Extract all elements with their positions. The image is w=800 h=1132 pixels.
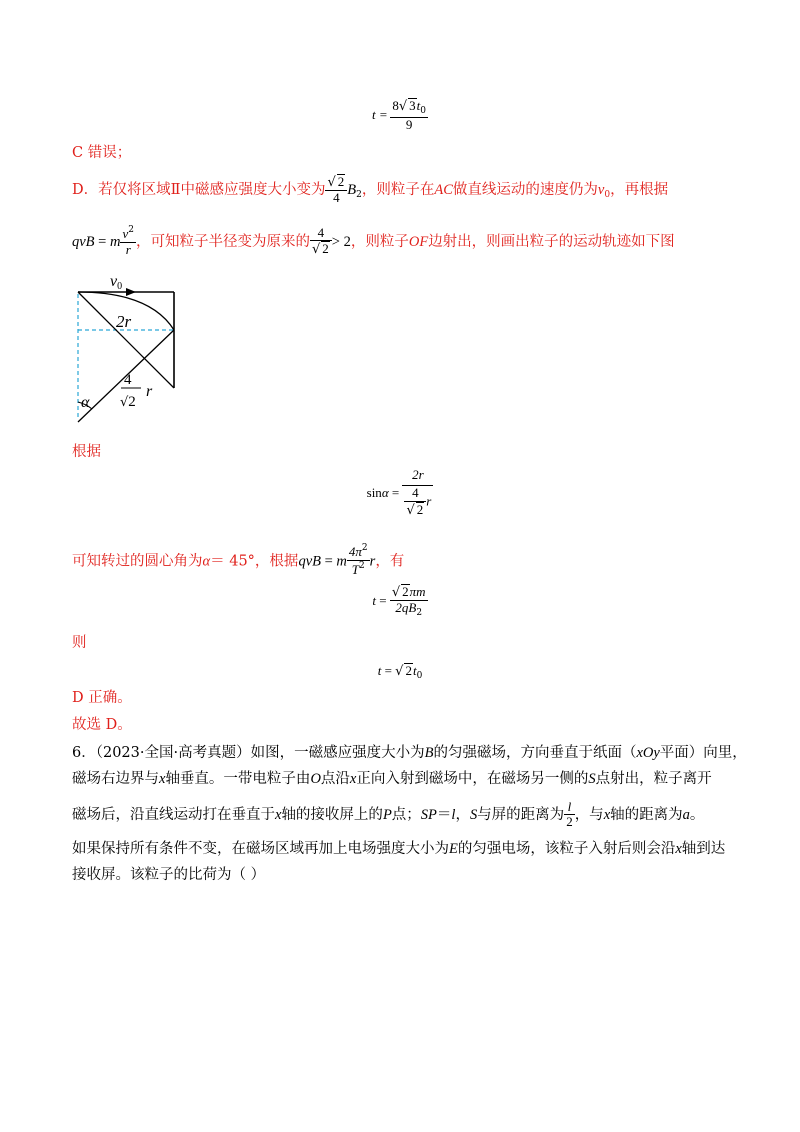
fraction: $\frac{8√ 3t_0}{9}$	[392, 98, 426, 132]
equation-sin-alpha: sinα = 2r $\frac{4}{√ 2}$ r	[366, 467, 432, 518]
label-frac-num: 4	[124, 372, 132, 388]
line-ze: 则	[72, 635, 87, 651]
trajectory-diagram	[70, 270, 200, 430]
label-alpha: α	[81, 394, 90, 411]
label-v0: v0	[110, 273, 123, 292]
label-r: r	[146, 383, 153, 400]
line-d-statement: D．若仅将区域Ⅱ中磁感应强度大小变为 $\frac{√ 2}{4}$ $B_2$，则粒子在AC做直线运动的速度仍为$v_0$，再根据	[72, 174, 669, 206]
fraction: $\frac{4\pi^2}{T^2}$	[348, 543, 368, 578]
line-c-wrong: C 错误；	[72, 145, 132, 161]
velocity-arrowhead	[126, 288, 136, 296]
fraction: $\frac{√ 2\pi m}{2qB_2}$	[391, 584, 426, 619]
line-d-radius: qvB = m $\frac{v^2}{r}$ ，可知粒子半径变为原来的 $\frac{4}{√ 2}$ > 2，则粒子OF边射出，则画出粒子的运动轨迹如下图	[72, 225, 675, 258]
question-6-line-5: 接收屏。该粒子的比荷为（ ）	[72, 867, 266, 883]
line-answer: 故选 D。	[72, 717, 132, 733]
question-6-line-2: 磁场右边界与x轴垂直。一带电粒子由O点沿x正向入射到磁场中，在磁场另一侧的S点射出，粒子离开	[72, 771, 712, 787]
label-frac-den: √2	[120, 394, 136, 410]
line-genju: 根据	[72, 444, 101, 460]
question-6-line-1: 6．（2023·全国·高考真题）如图，一磁感应强度大小为B的匀强磁场，方向垂直于纸面（xOy平面）向里，	[72, 745, 747, 761]
fraction: $\frac{√ 2}{4}$	[325, 174, 347, 206]
equation-t-second: t = $\frac{√ 2\pi m}{2qB_2}$	[372, 584, 426, 619]
question-6-line-4: 如果保持所有条件不变，在磁场区域再加上电场强度大小为E的匀强电场，该粒子入射后则会沿x轴到达	[72, 841, 726, 857]
fraction: $\frac{l}{2}$	[566, 799, 573, 830]
equation-t-third: t = √ $2t_0$	[377, 663, 423, 681]
fraction: $\frac{v^2}{r}$	[122, 225, 134, 258]
line-central-angle: 可知转过的圆心角为α＝ 45°，根据qvB = m $\frac{4\pi^2}{T^2}$ r，有	[72, 543, 405, 578]
fraction: $\frac{4}{√ 2}$	[310, 226, 332, 258]
label-2r: 2r	[116, 312, 132, 331]
fraction: 2r $\frac{4}{√ 2}$ r	[402, 468, 433, 519]
equation-t-first: t = $\frac{8√ 3t_0}{9}$	[371, 98, 426, 132]
question-6-line-3: 磁场后，沿直线运动打在垂直于x轴的接收屏上的P点；SP＝l，S与屏的距离为 $\frac{l}{2}$ ，与x轴的距离为a。	[72, 799, 705, 830]
line-d-correct: D 正确。	[72, 690, 132, 706]
